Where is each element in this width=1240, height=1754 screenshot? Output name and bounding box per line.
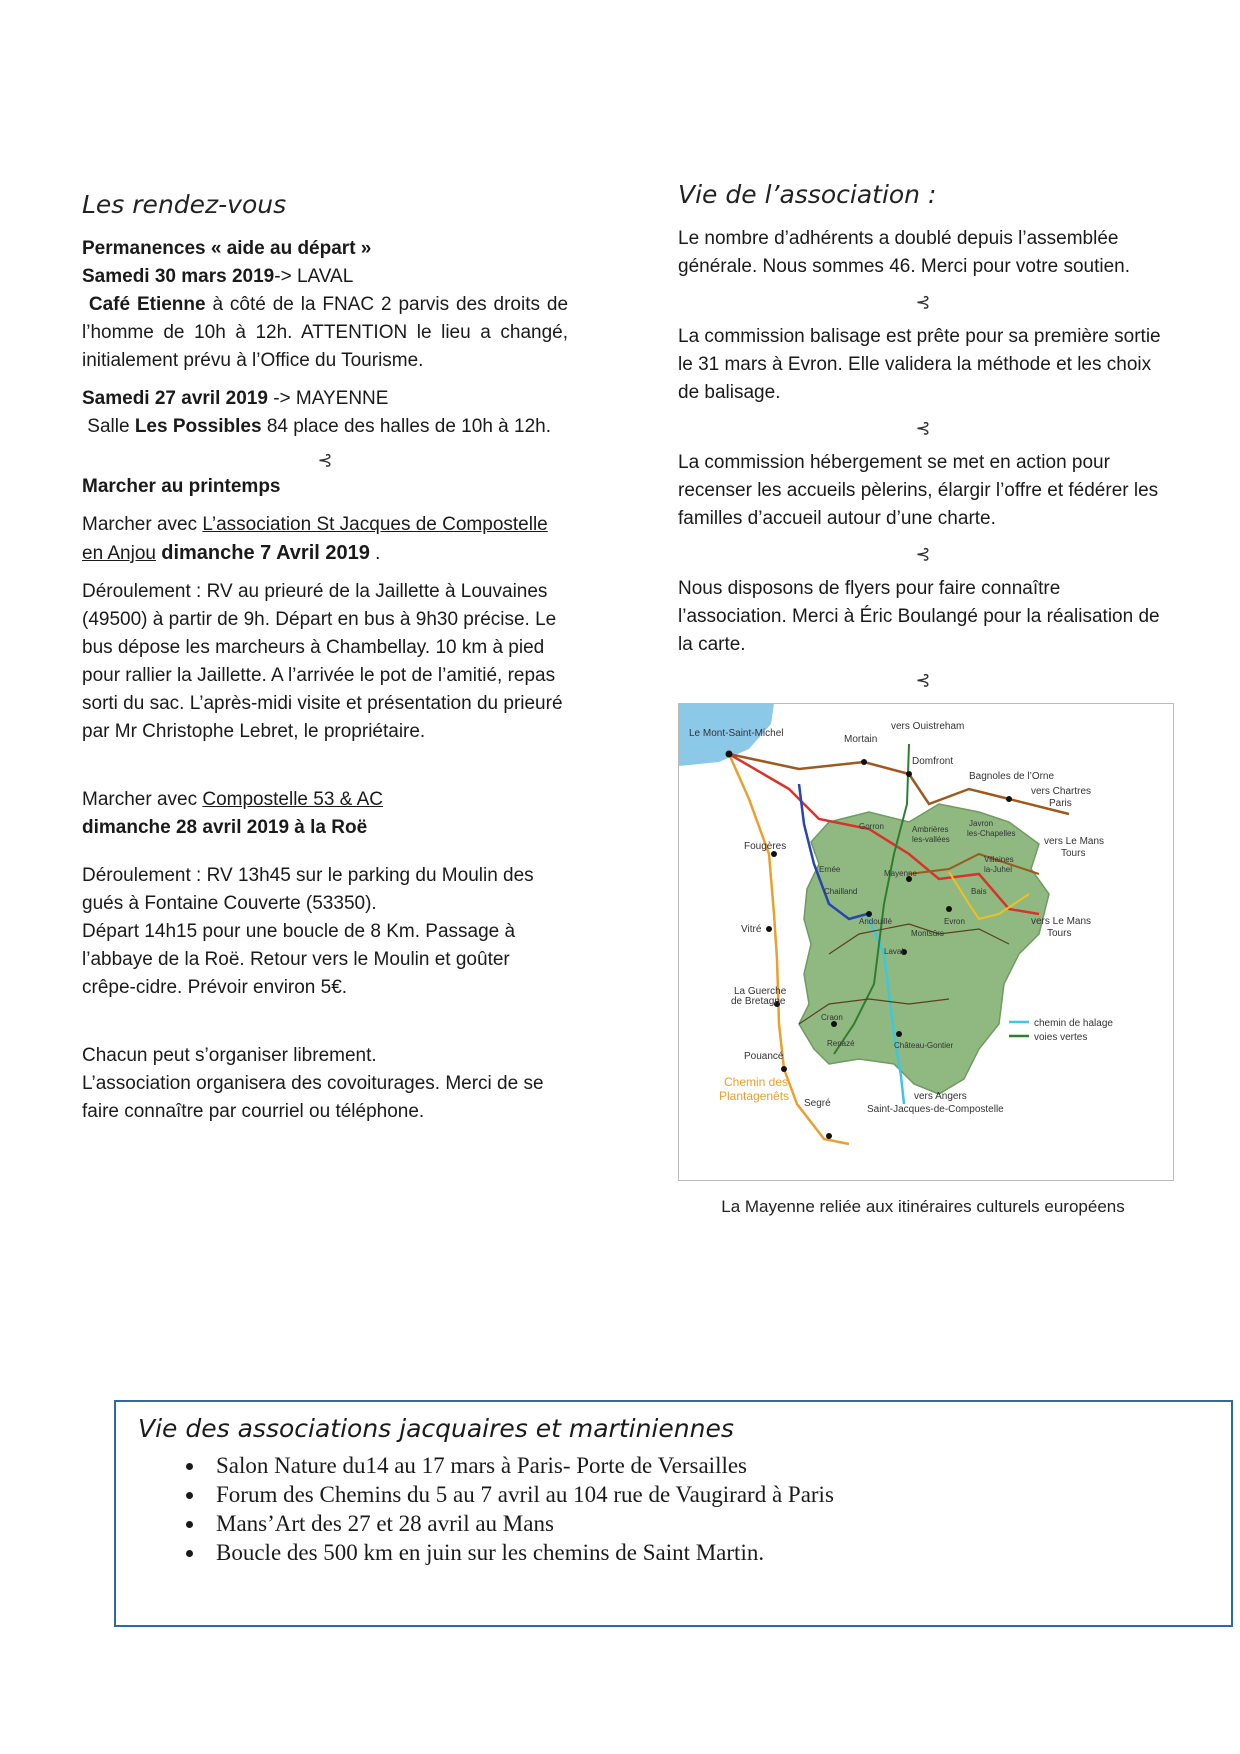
map-label-guerche-2: de Bretagne xyxy=(731,996,786,1007)
map-label-villaines-2: la-Juhel xyxy=(984,865,1013,874)
map-label-chartres-1: vers Chartres xyxy=(1031,786,1092,797)
perm1-line xyxy=(82,263,568,291)
permanences-heading: Permanences « aide au départ » xyxy=(82,238,372,259)
spring-heading: Marcher au printemps xyxy=(82,476,281,497)
map-label-gorron: Gorron xyxy=(859,822,884,831)
perm1-details xyxy=(82,291,568,375)
perm2-venue: Les Possibles xyxy=(134,416,262,437)
walk2-description-2: Départ 14h15 pour une boucle de 8 Km. Passage à l’abbaye de la Roë. Retour vers le Moulin et goûter crêpe-cidre. Prévoir environ 5€. xyxy=(82,921,516,998)
ornament-icon: ⊰ xyxy=(915,292,931,312)
map-label-lemans-1b: Tours xyxy=(1061,848,1086,859)
walk1-post: . xyxy=(369,543,381,564)
perm2-text: 84 place des halles de 10h à 12h. xyxy=(261,416,551,437)
walk2-date: dimanche 28 avril 2019 à la Roë xyxy=(82,817,368,838)
map-label-pouance: Pouancé xyxy=(744,1051,784,1062)
closing-line-2: L’association organisera des covoiturages. Merci de se faire connaître par courriel ou téléphone. xyxy=(82,1073,544,1122)
map-label-plantagenets-1: Chemin des xyxy=(724,1075,789,1089)
perm1-text: à côté de la FNAC 2 parvis des droits de l’homme de 10h à 12h. ATTENTION le lieu a changé, initialement prévu à l’Office du Tourisme. xyxy=(82,294,569,371)
map-label-lemans-2a: vers Le Mans xyxy=(1031,916,1092,927)
map-label-lemans-2b: Tours xyxy=(1047,928,1072,939)
list-item: • Forum des Chemins du 5 au 7 avril au 104 rue de Vaugirard à Paris xyxy=(206,1480,1231,1509)
map-label-bais: Bais xyxy=(971,887,987,896)
perm2-line xyxy=(82,385,568,413)
walk2-pre: Marcher avec xyxy=(82,789,203,810)
map-label-laval: Laval xyxy=(884,947,904,956)
list-item: • Mans’Art des 27 et 28 avril au Mans xyxy=(206,1509,1231,1538)
perm2-place: -> MAYENNE xyxy=(267,388,389,409)
perm2-date: Samedi 27 avril 2019 xyxy=(82,388,268,409)
map-label-vitre: Vitré xyxy=(741,924,762,935)
map-label-mayenne: Mayenne xyxy=(884,869,917,878)
map-label-andouille: Andouillé xyxy=(859,917,892,926)
map-label-bagnoles: Bagnoles de l’Orne xyxy=(969,771,1055,782)
map-label-chartres-2: Paris xyxy=(1049,798,1072,809)
events-list xyxy=(116,1451,1231,1567)
map-label-lemans-1a: vers Le Mans xyxy=(1044,836,1105,847)
ornament-icon: ⊰ xyxy=(915,544,931,564)
walk1-description: Déroulement : RV au prieuré de la Jaillette à Louvaines (49500) à partir de 9h. Départ en bus à 9h30 précise. Le bus dépose les marcheurs à Chambellay. 10 km à pied pour rallier la Jaillette. A l’arrivée le pot de l’amitié, repas sorti du sac. L’après-midi visite et présentation du prieuré par Mr Christophe Lebret, le propriétaire. xyxy=(82,581,563,742)
legend-halage-label: chemin de halage xyxy=(1034,1018,1113,1029)
map-label-javron-2: les-Chapelles xyxy=(967,829,1016,838)
map-label-angers-2: Saint-Jacques-de-Compostelle xyxy=(867,1104,1004,1115)
map-label-craon: Craon xyxy=(821,1013,843,1022)
map-label-javron-1: Javron xyxy=(969,819,994,828)
walk1-date: dimanche 7 Avril 2019 xyxy=(161,542,370,564)
map-label-segre: Segré xyxy=(804,1098,831,1109)
perm2-details xyxy=(82,413,568,441)
map-label-ernee: Ernée xyxy=(819,865,841,874)
mayenne-routes-map xyxy=(678,703,1174,1181)
map-label-mortain: Mortain xyxy=(844,734,878,745)
list-item: • Salon Nature du14 au 17 mars à Paris- Porte de Versailles xyxy=(206,1451,1231,1480)
map-label-ambrieres-1: Ambrières xyxy=(912,825,949,834)
news-paragraph-3: La commission hébergement se met en action pour recenser les accueils pèlerins, élargir l’offre et fédérer les familles d’accueil autour d’une charte. xyxy=(678,452,1159,529)
rendez-vous-title: Les rendez-vous xyxy=(82,190,287,219)
news-paragraph-1: Le nombre d’adhérents a doublé depuis l’assemblée générale. Nous sommes 46. Merci pour votre soutien. xyxy=(678,228,1130,277)
perm1-place: -> LAVAL xyxy=(274,266,354,287)
ornament-icon: ⊰ xyxy=(317,450,333,470)
map-label-montsurs: Montsûrs xyxy=(911,929,944,938)
walk2-line xyxy=(82,786,568,814)
map-label-evron: Evron xyxy=(944,917,965,926)
map-caption: La Mayenne reliée aux itinéraires culturels européens xyxy=(721,1197,1125,1216)
walk2-org-link[interactable]: Compostelle 53 & AC xyxy=(202,789,383,810)
map-label-mont: Le Mont-Saint-Michel xyxy=(689,728,784,739)
map-label-domfront: Domfront xyxy=(912,756,954,767)
perm1-venue: Café Etienne xyxy=(88,294,206,315)
map-svg xyxy=(679,704,1173,1180)
map-label-ambrieres-2: les-vallées xyxy=(912,835,950,844)
left-column xyxy=(82,190,568,1126)
right-column xyxy=(678,180,1168,1217)
legend-voies-label: voies vertes xyxy=(1034,1032,1088,1043)
map-label-guerche-1: La Guerche xyxy=(734,986,787,997)
jacquaires-box xyxy=(114,1400,1233,1627)
map-label-renaze: Renazé xyxy=(827,1039,855,1048)
closing-line-1: Chacun peut s’organiser librement. xyxy=(82,1045,377,1066)
map-label-plantagenets-2: Plantagenêts xyxy=(719,1089,790,1103)
map-label-ouistreham: vers Ouistreham xyxy=(891,721,965,732)
ornament-icon: ⊰ xyxy=(915,670,931,690)
perm2-pre: Salle xyxy=(87,416,135,437)
perm1-date: Samedi 30 mars 2019 xyxy=(82,266,275,287)
association-title: Vie de l’association : xyxy=(678,180,937,209)
walk2-description-1: Déroulement : RV 13h45 sur le parking du Moulin des gués à Fontaine Couverte (53350). xyxy=(82,865,534,914)
map-label-fougeres: Fougères xyxy=(744,841,787,852)
list-item: • Boucle des 500 km en juin sur les chemins de Saint Martin. xyxy=(206,1538,1231,1567)
map-label-chateau-gontier: Château-Gontier xyxy=(894,1041,954,1050)
map-label-chailland: Chailland xyxy=(824,887,858,896)
map-label-villaines-1: Villaines xyxy=(984,855,1014,864)
box-title: Vie des associations jacquaires et martiniennes xyxy=(138,1414,734,1443)
map-label-angers-1: vers Angers xyxy=(914,1091,967,1102)
news-paragraph-2: La commission balisage est prête pour sa première sortie le 31 mars à Evron. Elle validera la méthode et les choix de balisage. xyxy=(678,326,1161,403)
walk1-line xyxy=(82,511,568,568)
ornament-icon: ⊰ xyxy=(915,418,931,438)
walk1-org-link[interactable]: L’association St Jacques de Compostelle en Anjou xyxy=(82,514,548,564)
news-paragraph-4: Nous disposons de flyers pour faire connaître l’association. Merci à Éric Boulangé pour la réalisation de la carte. xyxy=(678,578,1160,655)
walk1-pre: Marcher avec xyxy=(82,514,203,535)
